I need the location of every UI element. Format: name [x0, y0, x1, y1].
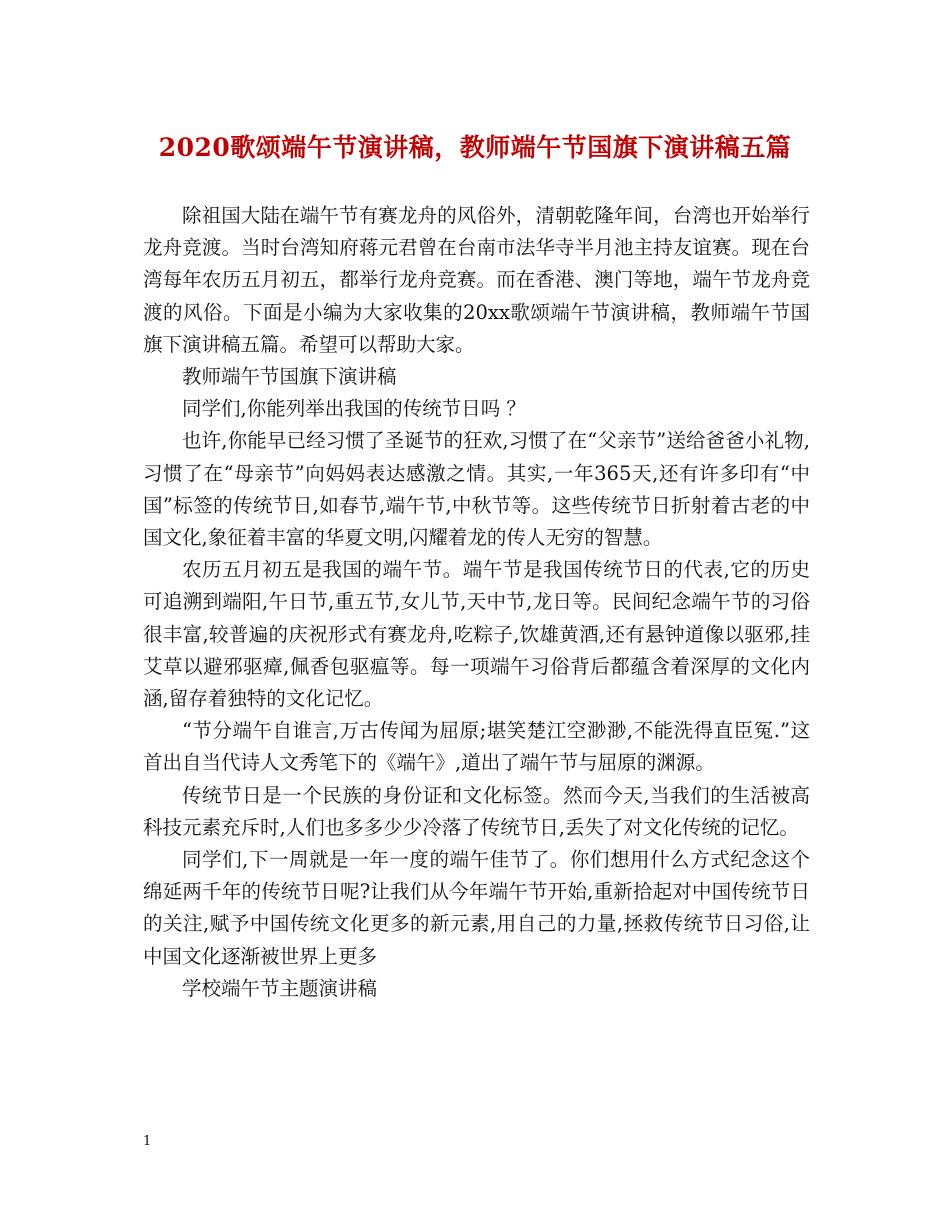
section-heading-school-speech: 学校端午节主题演讲稿	[182, 976, 378, 1000]
section-heading-teacher-speech: 教师端午节国旗下演讲稿	[182, 365, 397, 389]
document-body	[143, 200, 810, 1005]
paragraph-tradition: 传统节日是一个民族的身份证和文化标签。然而今天,当我们的生活被高科技元素充斥时,人们也多多少少冷落了传统节日,丢失了对文化传统的记忆。	[143, 783, 810, 839]
paragraph-poem: “节分端午自谁言,万古传闻为屈原;堪笑楚江空渺渺,不能洗得直臣冤.”这首出自当代诗人文秀笔下的《端午》,道出了端午节与屈原的渊源。	[143, 719, 810, 775]
page-number: 1	[143, 1134, 152, 1149]
paragraph-call-to-action: 同学们,下一周就是一年一度的端午佳节了。你们想用什么方式纪念这个绵延两千年的传统节日呢?让我们从今年端午节开始,重新拾起对中国传统节日的关注,赋予中国传统文化更多的新元素,用自己的力量,拯救传统节日习俗,让中国文化逐渐被世界上更多	[143, 848, 810, 968]
document-title: 2020歌颂端午节演讲稿，教师端午节国旗下演讲稿五篇	[158, 133, 792, 162]
paragraph-question: 同学们,你能列举出我国的传统节日吗 ？	[182, 397, 526, 421]
paragraph-holidays: 也许,你能早已经习惯了圣诞节的狂欢,习惯了在“父亲节”送给爸爸小礼物,习惯了在“母亲节”向妈妈表达感激之情。其实,一年365天,还有许多印有“中国”标签的传统节日,如春节,端午节,中秋节等。这些传统节日折射着古老的中国文化,象征着丰富的华夏文明,闪耀着龙的传人无穷的智慧。	[143, 429, 810, 550]
paragraph-intro: 除祖国大陆在端午节有赛龙舟的风俗外，清朝乾隆年间，台湾也开始举行龙舟竞渡。当时台湾知府蒋元君曾在台南市法华寺半月池主持友谊赛。现在台湾每年农历五月初五，都举行龙舟竞赛。而在香港、澳门等地，端午节龙舟竞渡的风俗。下面是小编为大家收集的20xx歌颂端午节演讲稿，教师端午节国旗下演讲稿五篇。希望可以帮助大家。	[143, 204, 810, 356]
paragraph-dragon-boat-festival: 农历五月初五是我国的端午节。端午节是我国传统节日的代表,它的历史可追溯到端阳,午日节,重五节,女儿节,天中节,龙日等。民间纪念端午节的习俗很丰富,较普遍的庆祝形式有赛龙舟,吃粽子,饮雄黄酒,还有悬钟道像以驱邪,挂艾草以避邪驱瘴,佩香包驱瘟等。每一项端午习俗背后都蕴含着深厚的文化内涵,留存着独特的文化记忆。	[143, 558, 810, 711]
